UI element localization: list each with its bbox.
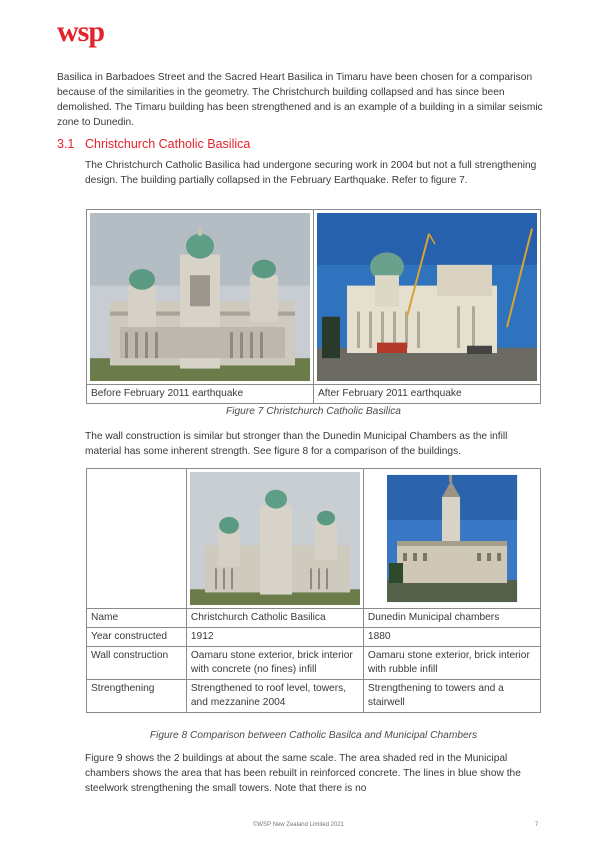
basilica-after-photo — [317, 213, 537, 381]
empty-header-cell — [87, 469, 187, 609]
basilica-before-photo — [90, 213, 310, 381]
paragraph-2: The wall construction is similar but stronger than the Dunedin Municipal Chambers as the infill material has some inherent strength. See figure 8 for a comparison of the buildings. — [85, 431, 508, 457]
basilica-photo-cell — [186, 469, 363, 609]
municipal-chambers-photo — [367, 472, 537, 605]
row-label: Name — [87, 609, 187, 628]
wsp-logo — [57, 17, 127, 51]
municipal-value: Dunedin Municipal chambers — [363, 609, 540, 628]
page-number: 7 — [535, 822, 539, 828]
municipal-value: Oamaru stone exterior, brick interior with rubble infill — [363, 647, 540, 680]
row-label: Wall construction — [87, 647, 187, 680]
municipal-photo-cell — [363, 469, 540, 609]
table-row — [87, 647, 541, 680]
section-number: 3.1 — [57, 137, 75, 151]
municipal-value: 1880 — [363, 628, 540, 647]
intro-paragraph: Basilica in Barbadoes Street and the Sacred Heart Basilica in Timaru have been chosen for a comparison because of the similarities in the geometry. The Christchurch building collapsed and has since been demolished. The Timaru building has been strengthened and is an example of a building in a similar seismic zone to Dunedin. — [57, 72, 543, 128]
paragraph-3: Figure 9 shows the 2 buildings at about the same scale. The area shaded red in the Municipal chambers shows the area that has been rebuilt in reinforced concrete. The lines in blue show the steelwork strengthening the small towers. Note that there is no — [85, 753, 521, 794]
basilica-value: Christchurch Catholic Basilica — [186, 609, 363, 628]
figure-8-table — [86, 468, 541, 713]
figure-7-table — [86, 209, 541, 404]
section-title: Christchurch Catholic Basilica — [85, 137, 251, 151]
basilica-value: Strengthened to roof level, towers, and mezzanine 2004 — [186, 680, 363, 713]
basilica-value: Oamaru stone exterior, brick interior with concrete (no fines) infill — [186, 647, 363, 680]
figure-7-caption: Figure 7 Christchurch Catholic Basilica — [226, 406, 401, 417]
row-label: Strengthening — [87, 680, 187, 713]
municipal-value: Strengthening to towers and a stairwell — [363, 680, 540, 713]
table-row — [87, 680, 541, 713]
footer-copyright: ©WSP New Zealand Limited 2021 — [252, 822, 345, 828]
paragraph-1: The Christchurch Catholic Basilica had undergone securing work in 2004 but not a full strengthening design. The building partially collapsed in the February Earthquake. Refer to figure 7. — [85, 160, 537, 186]
row-label: Year constructed — [87, 628, 187, 647]
basilica-value: 1912 — [186, 628, 363, 647]
table-row — [87, 609, 541, 628]
section-heading — [57, 137, 250, 151]
after-label: After February 2011 earthquake — [314, 385, 541, 404]
before-photo-cell — [87, 210, 314, 385]
after-photo-cell — [314, 210, 541, 385]
basilica-photo — [190, 472, 360, 605]
svg-text:wsp: wsp — [57, 17, 105, 48]
table-row — [87, 628, 541, 647]
before-label: Before February 2011 earthquake — [87, 385, 314, 404]
figure-8-caption: Figure 8 Comparison between Catholic Basilca and Municipal Chambers — [149, 730, 478, 741]
